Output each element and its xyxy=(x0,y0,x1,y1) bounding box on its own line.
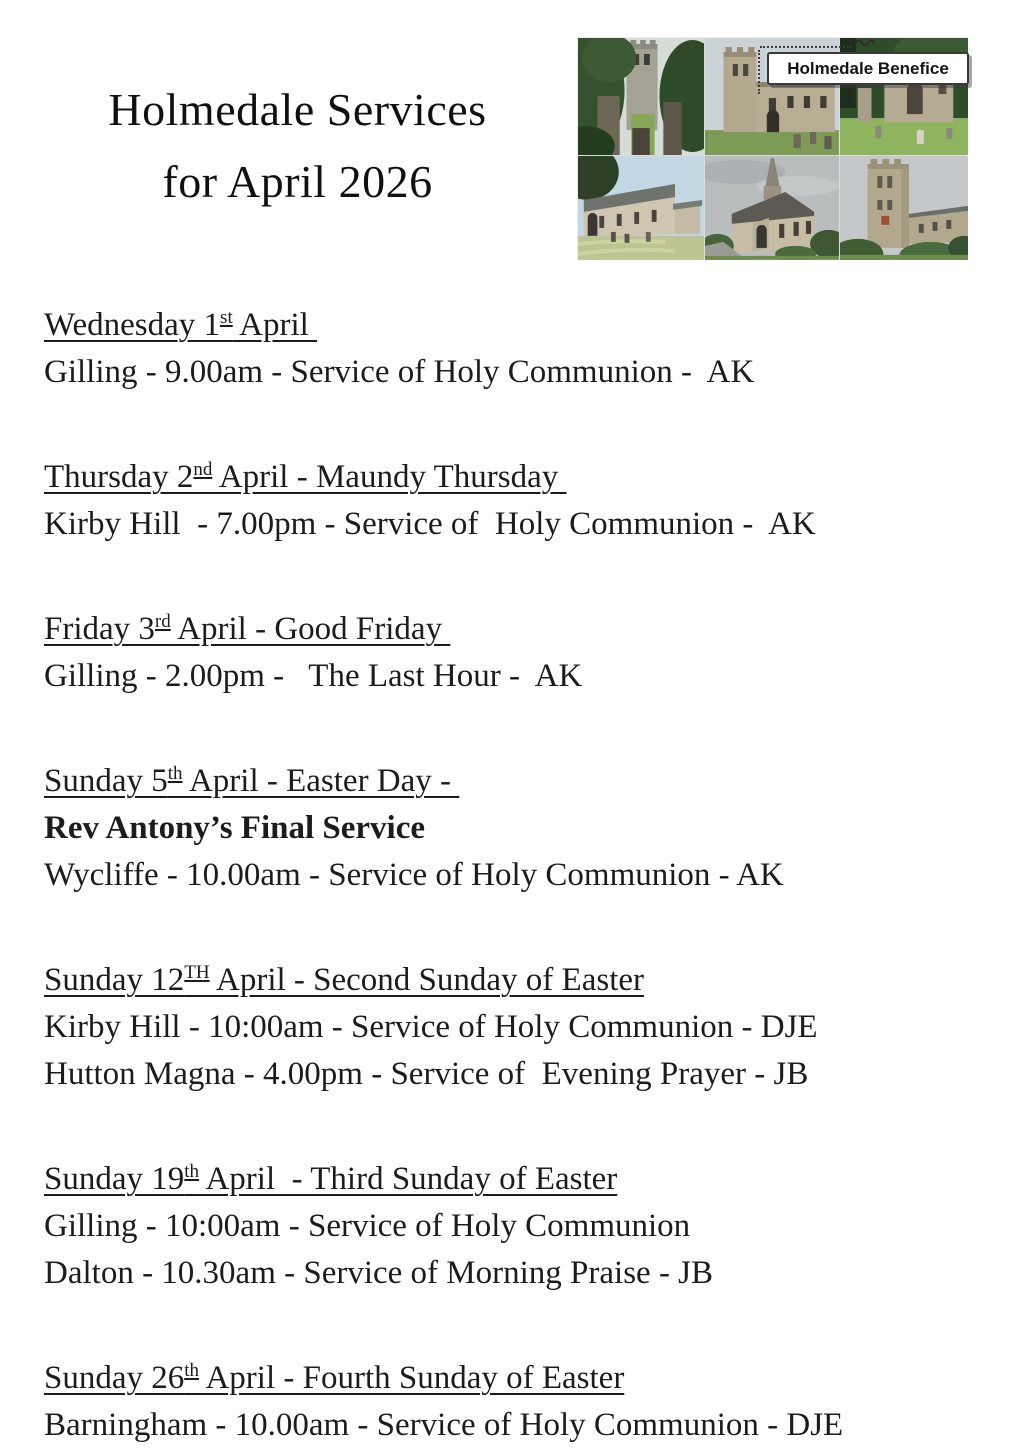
service-date-heading xyxy=(44,1347,994,1402)
ordinal-suffix: nd xyxy=(193,459,213,480)
church-illustration-6 xyxy=(840,156,968,260)
church-illustration-5 xyxy=(705,156,839,260)
service-section-apr2 xyxy=(44,446,994,548)
heading-text: Wednesday 1 xyxy=(44,307,221,343)
service-line: Gilling - 10:00am - Service of Holy Communion xyxy=(44,1208,691,1244)
service-line: Wycliffe - 10.00am - Service of Holy Communion - AK xyxy=(44,857,784,893)
church-photo-striped-lawn xyxy=(578,156,704,260)
church-illustration-4 xyxy=(578,156,704,260)
benefice-label-text: Holmedale Benefice xyxy=(787,58,949,78)
service-date-heading xyxy=(44,750,994,805)
service-section-apr5 xyxy=(44,750,994,899)
church-collage xyxy=(578,38,966,259)
service-date-heading xyxy=(44,949,994,1004)
service-line: Gilling - 2.00pm - The Last Hour - AK xyxy=(44,658,583,694)
ordinal-suffix: th xyxy=(184,1360,200,1381)
page-title-line2: for April 2026 xyxy=(162,156,433,207)
service-date-heading xyxy=(44,598,994,653)
page-title-line1: Holmedale Services xyxy=(108,84,487,135)
service-date-heading xyxy=(44,294,994,349)
service-section-apr12 xyxy=(44,949,994,1098)
service-section-apr1 xyxy=(44,294,994,396)
service-section-apr19 xyxy=(44,1148,994,1297)
service-line: Gilling - 9.00am - Service of Holy Communion - AK xyxy=(44,354,755,390)
heading-text: Thursday 2 xyxy=(44,459,194,495)
service-line: Dalton - 10.30am - Service of Morning Praise - JB xyxy=(44,1255,714,1291)
heading-text: Sunday 26 xyxy=(44,1360,185,1396)
service-line: Kirby Hill - 10:00am - Service of Holy Communion - DJE xyxy=(44,1009,818,1045)
heading-text: Sunday 19 xyxy=(44,1161,185,1197)
service-note: Rev Antony’s Final Service xyxy=(44,810,425,846)
squiggle-icon xyxy=(854,36,880,48)
ordinal-suffix: st xyxy=(220,307,233,328)
services-list xyxy=(44,294,994,1448)
heading-text: Sunday 5 xyxy=(44,763,168,799)
heading-text: April - Second Sunday of Easter xyxy=(209,962,644,998)
service-date-heading xyxy=(44,1148,994,1203)
ordinal-suffix: TH xyxy=(184,962,210,983)
church-photo-square-tower xyxy=(840,156,968,260)
heading-text: April - Third Sunday of Easter xyxy=(199,1161,618,1197)
heading-text: Friday 3 xyxy=(44,611,155,647)
heading-text: April xyxy=(232,307,318,343)
heading-text: Sunday 12 xyxy=(44,962,185,998)
church-photo-spire xyxy=(705,156,839,260)
heading-text: April - Good Friday xyxy=(170,611,451,647)
service-line: Barningham - 10.00am - Service of Holy Communion - DJE xyxy=(44,1407,844,1443)
service-line: Kirby Hill - 7.00pm - Service of Holy Communion - AK xyxy=(44,506,816,542)
dots-decoration xyxy=(758,50,760,94)
heading-text: April - Maundy Thursday xyxy=(212,459,567,495)
page-title xyxy=(40,74,555,218)
heading-text: April - Easter Day - xyxy=(182,763,460,799)
service-section-apr26 xyxy=(44,1347,994,1448)
service-section-apr3 xyxy=(44,598,994,700)
ordinal-suffix: th xyxy=(167,763,183,784)
ordinal-suffix: th xyxy=(184,1161,200,1182)
ordinal-suffix: rd xyxy=(154,611,171,632)
service-date-heading xyxy=(44,446,994,501)
church-photo-ivy-tower xyxy=(578,38,704,155)
heading-text: April - Fourth Sunday of Easter xyxy=(199,1360,625,1396)
church-illustration-1 xyxy=(578,38,704,155)
dashes-decoration xyxy=(760,46,852,48)
service-line: Hutton Magna - 4.00pm - Service of Evening Prayer - JB xyxy=(44,1056,809,1092)
benefice-label xyxy=(767,52,969,85)
